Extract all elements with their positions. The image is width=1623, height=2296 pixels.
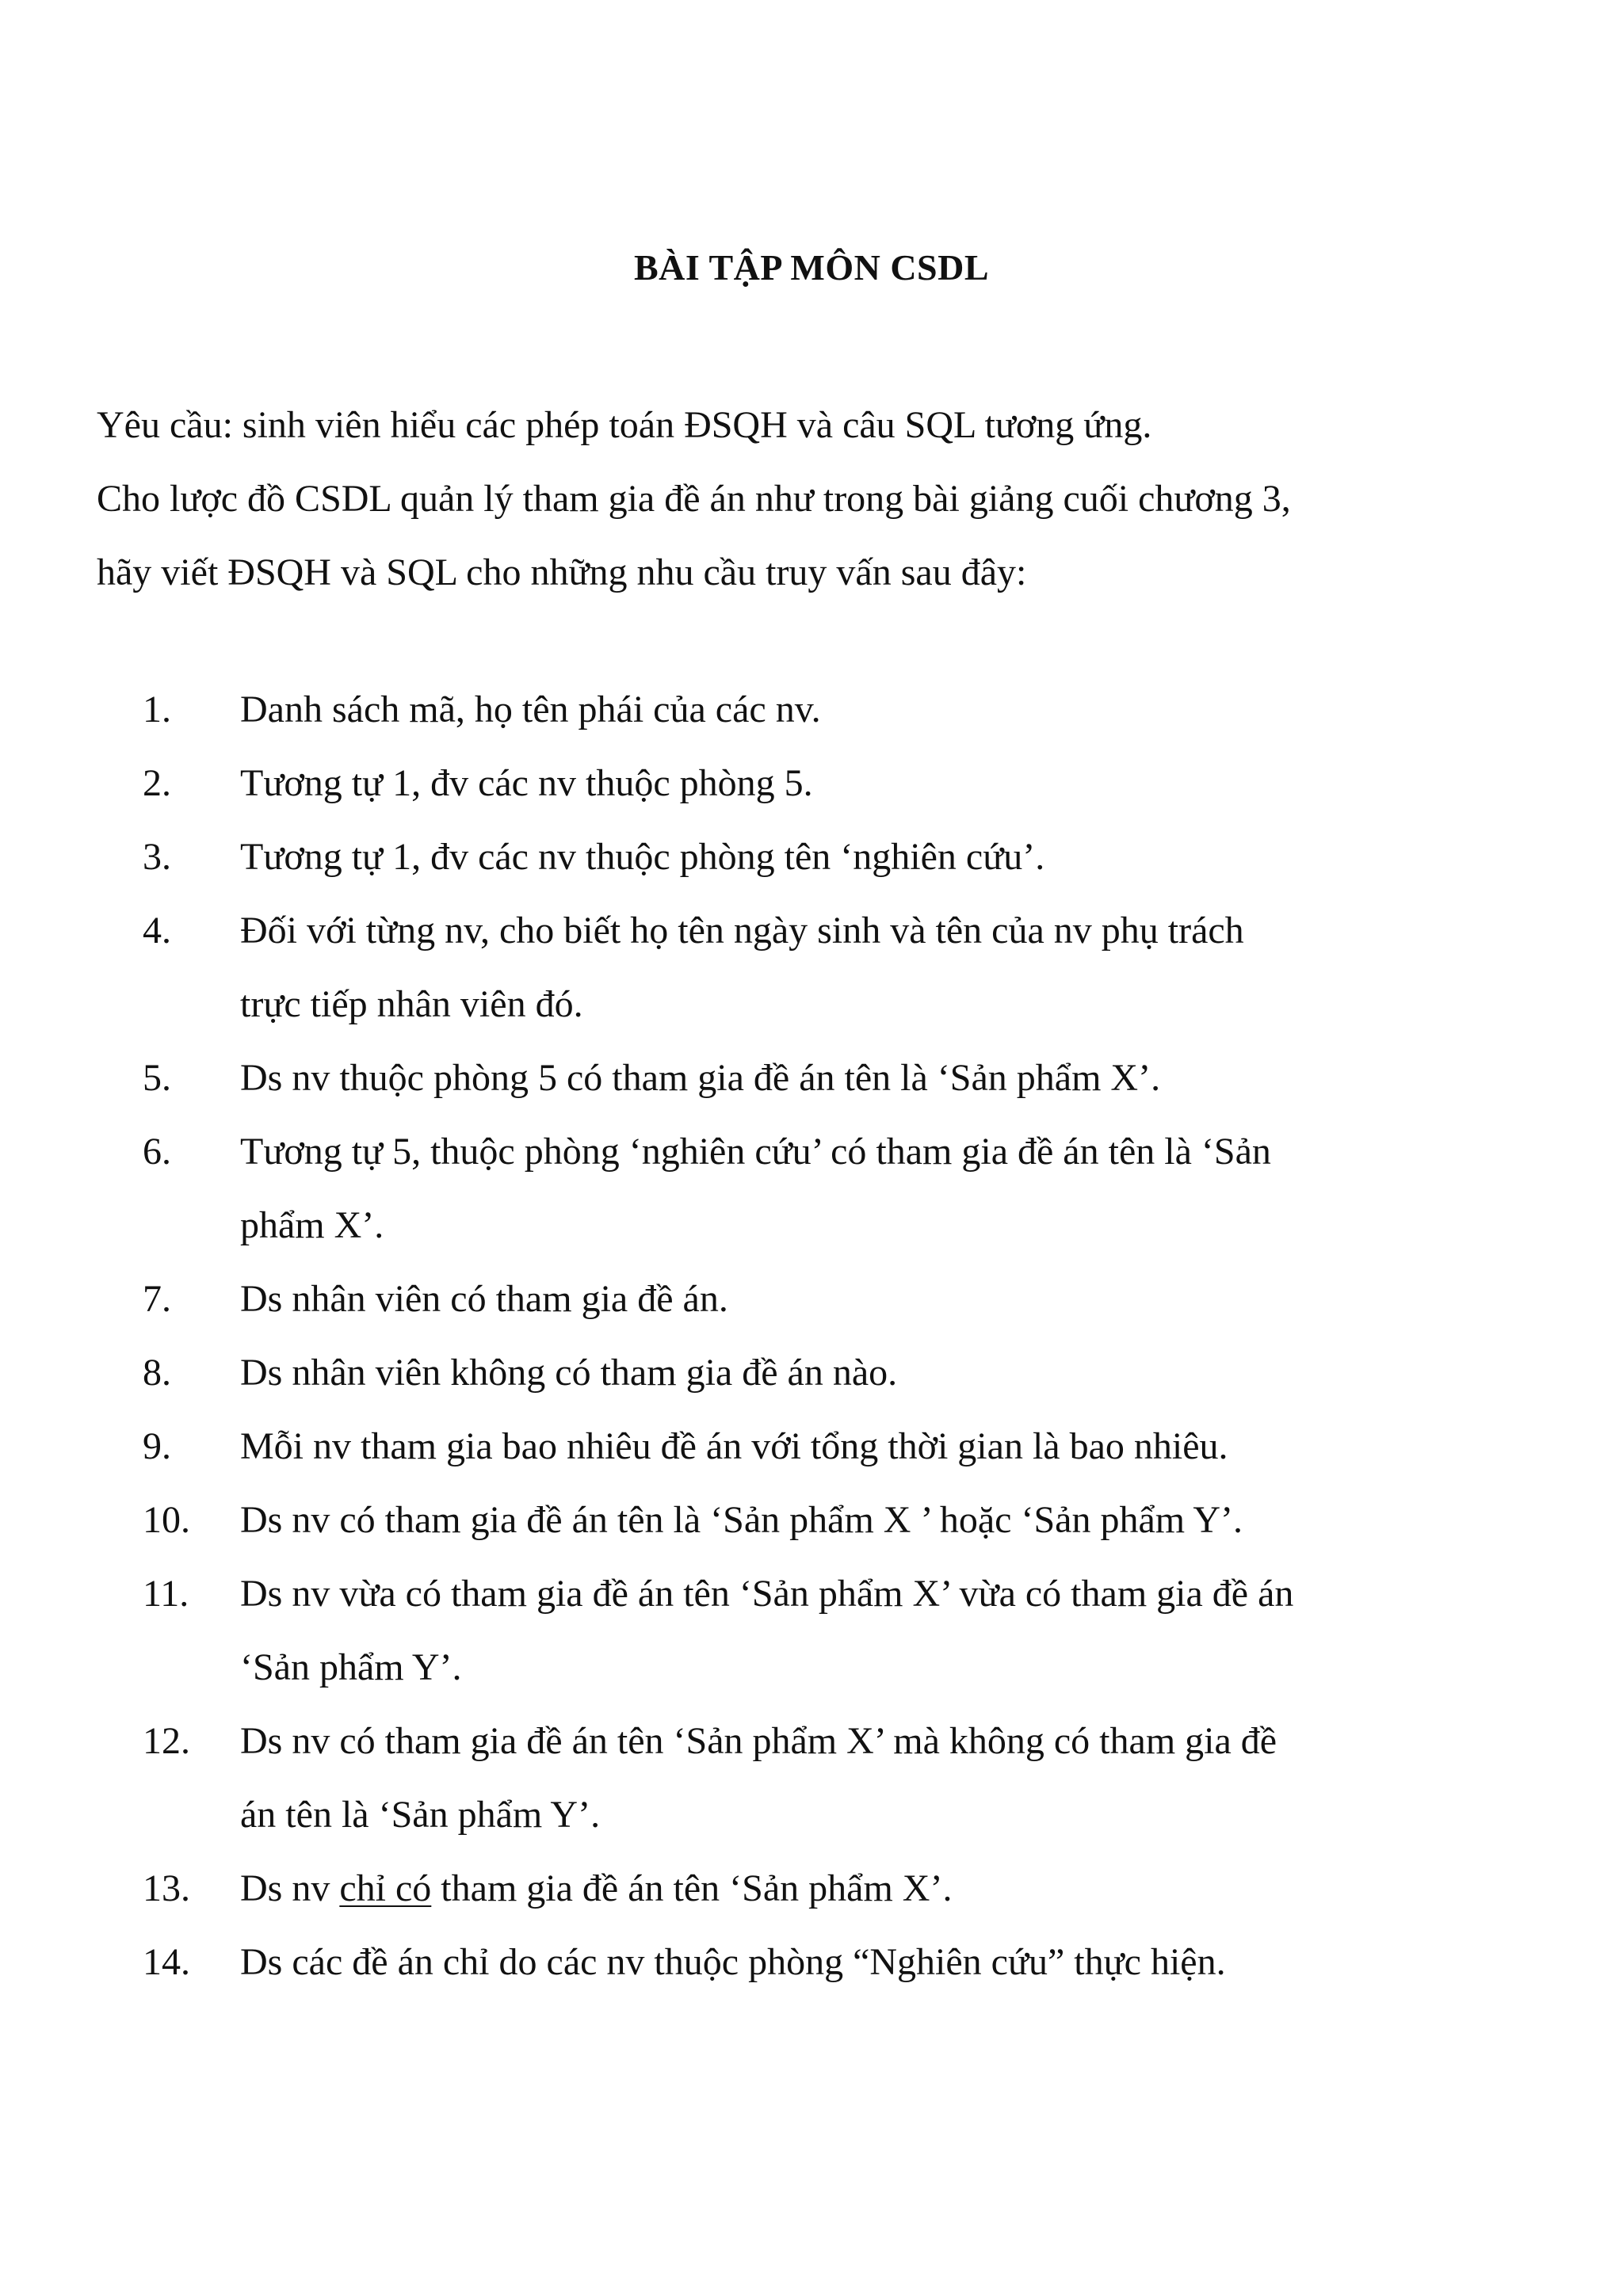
question-item <box>0 894 1623 1041</box>
question-item <box>0 820 1623 894</box>
question-text: Ds nv vừa có tham gia đề án tên ‘Sản phẩm X’ vừa có tham gia đề án <box>240 1573 1294 1615</box>
question-text-continued: ‘Sản phẩm Y’. <box>240 1646 462 1688</box>
intro-line: Yêu cầu: sinh viên hiểu các phép toán ĐSQH và câu SQL tương ứng. <box>97 404 1152 446</box>
question-text: Tương tự 1, đv các nv thuộc phòng tên ‘nghiên cứu’. <box>240 836 1045 878</box>
question-number: 6. <box>143 1131 171 1173</box>
question-text: Ds nv có tham gia đề án tên là ‘Sản phẩm X ’ hoặc ‘Sản phẩm Y’. <box>240 1499 1243 1541</box>
question-number: 9. <box>143 1425 171 1467</box>
underlined-emphasis: chỉ có <box>339 1867 432 1909</box>
question-number: 2. <box>143 762 171 804</box>
question-text-prefix: Ds nv <box>240 1867 340 1909</box>
question-item <box>0 673 1623 746</box>
question-item <box>0 1409 1623 1483</box>
question-item <box>0 1483 1623 1557</box>
question-number: 5. <box>143 1057 171 1099</box>
question-text: Ds nv có tham gia đề án tên ‘Sản phẩm X’ mà không có tham gia đề <box>240 1720 1277 1762</box>
intro-line: Cho lược đồ CSDL quản lý tham gia đề án như trong bài giảng cuối chương 3, <box>97 478 1291 520</box>
intro-line: hãy viết ĐSQH và SQL cho những nhu cầu truy vấn sau đây: <box>97 551 1027 593</box>
question-text: Ds các đề án chỉ do các nv thuộc phòng “Nghiên cứu” thực hiện. <box>240 1941 1226 1983</box>
document-title: BÀI TẬP MÔN CSDL <box>633 247 990 288</box>
question-number: 10. <box>143 1499 190 1541</box>
question-text: Ds nhân viên có tham gia đề án. <box>240 1278 728 1320</box>
question-number: 7. <box>143 1278 171 1320</box>
question-item <box>0 746 1623 820</box>
question-number: 3. <box>143 836 171 878</box>
question-number: 13. <box>143 1867 190 1909</box>
question-text: Đối với từng nv, cho biết họ tên ngày sinh và tên của nv phụ trách <box>240 910 1244 952</box>
question-item <box>0 1925 1623 1999</box>
question-item <box>0 1262 1623 1336</box>
question-item <box>0 1336 1623 1409</box>
question-text: Tương tự 5, thuộc phòng ‘nghiên cứu’ có tham gia đề án tên là ‘Sản <box>240 1131 1271 1173</box>
question-text-suffix: tham gia đề án tên ‘Sản phẩm X’. <box>431 1867 953 1909</box>
question-number: 11. <box>143 1573 189 1615</box>
question-item <box>0 1115 1623 1262</box>
question-number: 14. <box>143 1941 190 1983</box>
question-number: 12. <box>143 1720 190 1762</box>
question-text-continued: trực tiếp nhân viên đó. <box>240 983 583 1025</box>
question-number: 8. <box>143 1352 171 1394</box>
intro-paragraph <box>97 388 1539 609</box>
question-text: Ds nv thuộc phòng 5 có tham gia đề án tên là ‘Sản phẩm X’. <box>240 1057 1161 1099</box>
question-text: Danh sách mã, họ tên phái của các nv. <box>240 688 821 730</box>
question-text <box>240 1852 1528 1925</box>
question-text-continued: án tên là ‘Sản phẩm Y’. <box>240 1794 601 1836</box>
question-number: 1. <box>143 688 171 730</box>
question-text: Mỗi nv tham gia bao nhiêu đề án với tổng thời gian là bao nhiêu. <box>240 1425 1228 1467</box>
question-item <box>0 1041 1623 1115</box>
question-text: Ds nhân viên không có tham gia đề án nào. <box>240 1352 898 1394</box>
question-number: 4. <box>143 910 171 952</box>
question-item <box>0 1704 1623 1852</box>
question-text: Tương tự 1, đv các nv thuộc phòng 5. <box>240 762 813 804</box>
question-item <box>0 1852 1623 1925</box>
question-text-continued: phẩm X’. <box>240 1204 384 1246</box>
question-item <box>0 1557 1623 1704</box>
question-list <box>0 673 1623 1999</box>
